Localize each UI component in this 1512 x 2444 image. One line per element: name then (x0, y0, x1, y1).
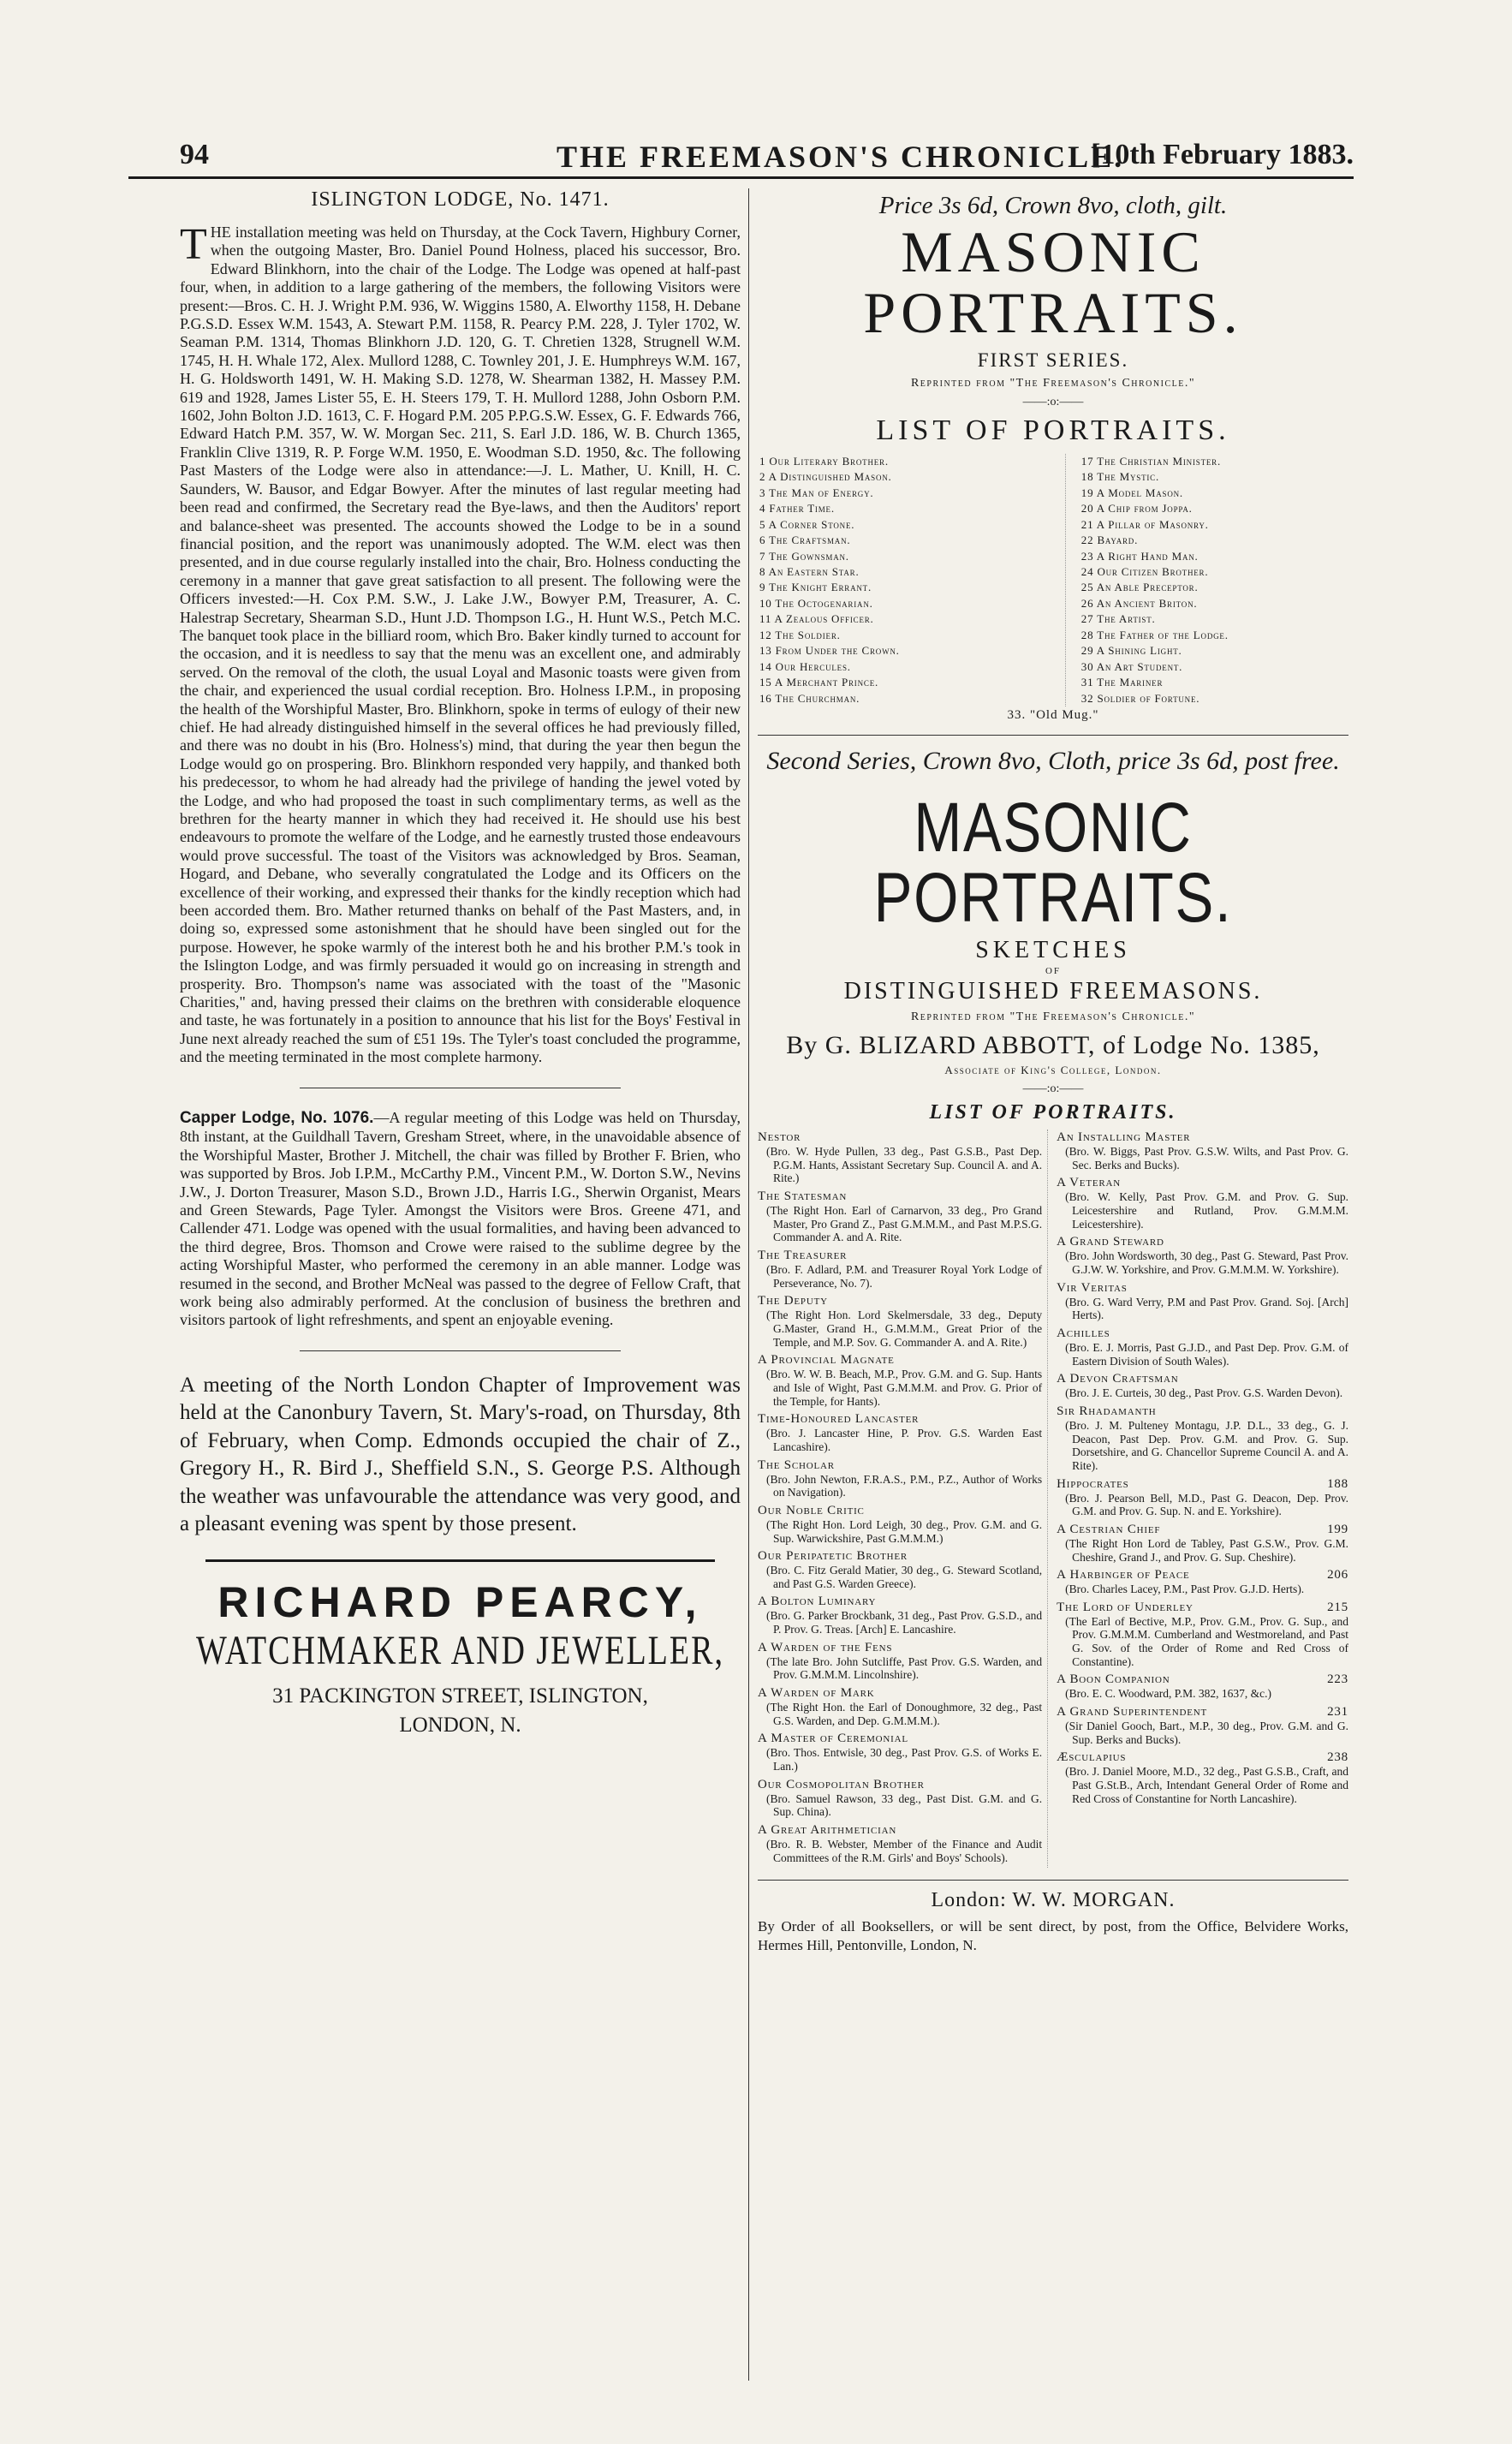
portrait-name: A Warden of the Fens (758, 1640, 893, 1654)
advert-rule (205, 1559, 715, 1562)
list-item (758, 1189, 1042, 1244)
portrait-description: (Bro. J. E. Curteis, 30 deg., Past Prov. G.S. Warden Devon). (1065, 1386, 1343, 1400)
portrait-name: The Deputy (758, 1294, 828, 1308)
masthead (128, 128, 1354, 179)
portrait-title (758, 1130, 1042, 1145)
portrait-title (1057, 1280, 1348, 1296)
portrait-name: A Boon Companion (1057, 1672, 1170, 1687)
book-title-first: MASONIC PORTRAITS. (863, 219, 1243, 346)
paper-title: THE FREEMASON'S CHRONICLE. (557, 140, 1125, 174)
list-title-first: LIST OF PORTRAITS. (876, 414, 1230, 446)
list-item: 18 The Mystic. (1080, 470, 1160, 484)
list-item: 27 The Artist. (1080, 612, 1156, 626)
portrait-list-first-left (758, 454, 1065, 706)
list-item: 10 The Octogenarian. (759, 596, 873, 610)
portrait-page-number: 188 (1327, 1476, 1348, 1491)
portrait-page-number: 215 (1327, 1600, 1348, 1614)
portrait-name: Æsculapius (1057, 1750, 1127, 1765)
portrait-description: (Bro. J. Daniel Moore, M.D., 32 deg., Past G.S.B., Craft, and Past G.St.B., Arch, Intendant General Order of Rome and Red Cross of Constantine for North Lancashire). (1065, 1765, 1348, 1805)
list-item: 20 A Chip from Joppa. (1080, 502, 1193, 516)
portrait-title (758, 1594, 1042, 1609)
list-item (758, 1548, 1042, 1590)
list-item: 32 Soldier of Fortune. (1080, 691, 1200, 705)
list-item (1057, 1371, 1348, 1400)
portrait-name: A Harbinger of Peace (1057, 1568, 1190, 1583)
portrait-description: (Bro. C. Fitz Gerald Matier, 30 deg., G. Steward Scotland, and Past G.S. Warden Greece). (766, 1564, 1043, 1590)
portrait-name: Our Peripatetic Brother (758, 1549, 908, 1564)
portrait-page-number: 231 (1327, 1705, 1348, 1720)
portrait-title (758, 1640, 1042, 1655)
portrait-description: (Bro. J. Lancaster Hine, P. Prov. G.S. Warden East Lancashire). (766, 1427, 1043, 1453)
sketches-label: SKETCHES (975, 937, 1131, 964)
list-item (1057, 1175, 1348, 1231)
list-item: 26 An Ancient Briton. (1080, 596, 1198, 610)
portrait-description: (Bro. Charles Lacey, P.M., Past Prov. G.J.D. Herts). (1065, 1583, 1305, 1596)
list-item (1057, 1280, 1348, 1322)
portrait-title (758, 1777, 1042, 1792)
portrait-list-second (758, 1130, 1348, 1868)
list-item (1057, 1750, 1348, 1805)
portrait-title (1057, 1600, 1348, 1615)
list-title-second: LIST OF PORTRAITS. (929, 1101, 1177, 1124)
portrait-description: (Bro. F. Adlard, P.M. and Treasurer Royal York Lodge of Perseverance, No. 7). (766, 1262, 1043, 1290)
list-item: 30 An Art Student. (1080, 659, 1183, 673)
portrait-title (758, 1457, 1042, 1473)
list-item: 23 A Right Hand Man. (1080, 549, 1199, 563)
portrait-title (758, 1503, 1042, 1518)
list-item (758, 1248, 1042, 1290)
portrait-name: The Statesman (758, 1189, 848, 1203)
section-rule (300, 1350, 621, 1351)
portrait-name: A Master of Ceremonial (758, 1732, 908, 1746)
portrait-name: Our Cosmopolitan Brother (758, 1777, 925, 1791)
portrait-title (1057, 1130, 1348, 1145)
portrait-page-number: 199 (1327, 1522, 1348, 1536)
portrait-title (758, 1248, 1042, 1263)
left-column (180, 188, 741, 1739)
capper-lead: Capper Lodge, No. 1076. (180, 1108, 374, 1127)
portrait-title (758, 1822, 1042, 1838)
portrait-description: (Bro. John Wordsworth, 30 deg., Past G. Steward, Past Prov. G.J.W. W. Yorkshire, and Prov. G.M.M.M. W. Yorkshire). (1065, 1249, 1348, 1276)
portrait-name: The Scholar (758, 1457, 835, 1472)
list-item (758, 1640, 1042, 1682)
list-item: 5 A Corner Stone. (759, 517, 855, 531)
list-item: 9 The Knight Errant. (759, 581, 872, 594)
portrait-name: Time-Honoured Lancaster (758, 1412, 920, 1427)
publisher-line: London: W. W. MORGAN. (931, 1889, 1176, 1912)
list-item (1057, 1404, 1348, 1473)
portrait-name: A Great Arithmetician (758, 1823, 897, 1838)
second-series-line: Second Series, Crown 8vo, Cloth, price 3s 6d, post free. (766, 747, 1340, 776)
islington-heading: ISLINGTON LODGE, No. 1471. (311, 188, 610, 211)
portrait-title (1057, 1522, 1348, 1537)
portrait-name: A Veteran (1057, 1176, 1121, 1190)
list-item: 19 A Model Mason. (1080, 486, 1183, 499)
list-item (758, 1777, 1042, 1819)
portrait-description: (Bro. J. M. Pulteney Montagu, J.P. D.L., 33 deg., G. J. Deacon, Past Dep. Prov. G.M. and Prov. G. Sup. Dorsetshire, and G. Chancellor Supreme Council A. and A. Rite). (1065, 1418, 1348, 1472)
portrait-name: Hippocrates (1057, 1476, 1129, 1491)
list-item (1057, 1130, 1348, 1171)
of-label: OF (1045, 966, 1062, 977)
list-item (1057, 1600, 1348, 1669)
portrait-description: (The Right Hon. Lord Skelmersdale, 33 deg., Deputy G.Master, Grand H., G.M.M.M., Great Prior of the Temple, and M.P. Sov. G. Commander A. and A. Rite.) (766, 1308, 1043, 1349)
portrait-description: (The Earl of Bective, M.P., Prov. G.M., Prov. G. Sup., and Prov. G.M.M.M. Cumberland and Westmoreland, and Past G. Sov. of the Order of Rome and Red Cross of Constantine). (1065, 1614, 1348, 1668)
portrait-title (1057, 1404, 1348, 1419)
portrait-title (1057, 1175, 1348, 1190)
list-item (758, 1457, 1042, 1499)
first-series-label: FIRST SERIES. (977, 349, 1129, 371)
list-item: 3 The Man of Energy. (759, 486, 874, 499)
ornament: ——:o:—— (1022, 1082, 1084, 1096)
portrait-title (758, 1685, 1042, 1701)
page-number: 94 (180, 139, 209, 170)
portrait-description: (Bro. W. Hyde Pullen, 33 deg., Past G.S.B., Past Dep. P.G.M. Hants, Assistant Secretary Sup. Council A. and A. Rite.) (766, 1145, 1043, 1185)
portrait-name: An Installing Master (1057, 1130, 1191, 1145)
portrait-description: (Bro. W. Biggs, Past Prov. G.S.W. Wilts, and Past Prov. G. Sec. Berks and Bucks). (1065, 1145, 1348, 1171)
portrait-name: A Cestrian Chief (1057, 1522, 1161, 1536)
list-item (758, 1411, 1042, 1453)
portrait-description: (The Right Hon. Lord Leigh, 30 deg., Prov. G.M. and G. Sup. Warwickshire, Past G.M.M.M.) (766, 1517, 1043, 1545)
list-item: 12 The Soldier. (759, 628, 841, 641)
list-item (758, 1731, 1042, 1773)
advert-address (180, 1682, 741, 1740)
capper-report (180, 1109, 741, 1330)
portrait-name: Sir Rhadamanth (1057, 1404, 1157, 1418)
portrait-description: (Bro. W. Kelly, Past Prov. G.M. and Prov. G. Sup. Leicestershire and Rutland, Prov. G.M.M.M. Leicestershire). (1065, 1190, 1348, 1231)
portrait-title (758, 1411, 1042, 1427)
list-item: 25 An Able Preceptor. (1080, 581, 1199, 594)
portrait-title (1057, 1371, 1348, 1386)
reprinted-note-first: Reprinted from "The Freemason's Chronicle." (910, 376, 1196, 390)
portrait-name: Our Noble Critic (758, 1503, 865, 1517)
author-affiliation: Associate of King's College, London. (944, 1064, 1162, 1077)
list-item: 15 A Merchant Prince. (759, 676, 879, 689)
author-line: By G. BLIZARD ABBOTT, of Lodge No. 1385, (786, 1031, 1320, 1060)
portrait-description: (Bro. W. W. B. Beach, M.P., Prov. G.M. and G. Sup. Hants and Isle of Wight, Past G.M.M.M. and Prov. G. Prior of the Temple, for Hants). (766, 1368, 1043, 1408)
list-item: 29 A Shining Light. (1080, 644, 1182, 658)
portrait-description: (Bro. J. Pearson Bell, M.D., Past G. Deacon, Dep. Prov. G.M. and Prov. G. Sup. N. and E. Yorkshire). (1065, 1491, 1348, 1518)
portrait-name: The Lord of Underley (1057, 1600, 1194, 1614)
list-item: 13 From Under the Crown. (759, 644, 900, 658)
portrait-name: The Treasurer (758, 1248, 848, 1262)
chapter-report: A meeting of the North London Chapter of Improvement was held at the Canonbury Tavern, St. Mary's-road, on Thursday, 8th of February, when Comp. Edmonds occupied the chair of Z., Gregory H., R. Bird J., Sheffield S.N., S. George P.S. Although the weather was unfavourable the attendance was very good, and a pleasant evening was spent by those present. (180, 1373, 741, 1536)
portrait-description: (Bro. Thos. Entwisle, 30 deg., Past Prov. G.S. of Works E. Lan.) (766, 1746, 1043, 1773)
advert-name: RICHARD PEARCY, (217, 1577, 703, 1626)
list-item (758, 1503, 1042, 1545)
portrait-title (1057, 1704, 1348, 1720)
portrait-description: (Bro. G. Parker Brockbank, 31 deg., Past Prov. G.S.D., and P. Prov. G. Treas. [Arch] E. Lancashire. (766, 1609, 1043, 1636)
portrait-description: (The Right Hon. Earl of Carnarvon, 33 deg., Pro Grand Master, Pro Grand Z., Past G.M.M.M., and Past M.P.S.G. Commander A. and A. Rite. (766, 1204, 1043, 1244)
list-item (1057, 1476, 1348, 1518)
list-item (1057, 1522, 1348, 1564)
portrait-list-first-right (1065, 454, 1348, 706)
portrait-list-second-right (1047, 1130, 1348, 1868)
portrait-name: Vir Veritas (1057, 1280, 1128, 1295)
portrait-title (1057, 1476, 1348, 1492)
list-item: 2 A Distinguished Mason. (759, 470, 892, 484)
portrait-description: (Bro. Samuel Rawson, 33 deg., Past Dist. G.M. and G. Sup. China). (766, 1791, 1043, 1819)
list-item (1057, 1326, 1348, 1368)
portrait-page-number: 238 (1327, 1750, 1348, 1765)
portrait-description: (Sir Daniel Gooch, Bart., M.P., 30 deg., Prov. G.M. and G. Sup. Berks and Bucks). (1065, 1720, 1348, 1746)
islington-text: HE installation meeting was held on Thursday, at the Cock Tavern, Highbury Corner, when the outgoing Master, Bro. Daniel Pound Holness, placed his successor, Bro. Edward Blinkhorn, into the chair of the Lodge. The Lodge was opened at half-past four, when, in addition to a large gathering of the members, the following Visitors were present:—Bros. C. H. J. Wright P.M. 936, W. Wiggins 1580, A. Elworthy 1158, H. Debane P.G.S.D. Essex W.M. 1543, A. Stewart P.M. 1158, R. Pearcy P.M. 228, J. Tyler 1702, W. Seaman P.M. 1314, Thomas Blinkhorn J.D. 120, G. T. Chretien 1328, Strugnell W.M. 1745, H. H. Whale 172, Alex. Mullord 1288, C. Townley 201, J. E. Humphreys W.M. 167, H. G. Holdsworth 1491, W. H. Making S.D. 1278, W. Shearman 1382, H. Massey P.M. 619 and 1928, James Lister 55, E. H. Steers 179, T. H. Mullord 1288, John Osborn P.M. 1602, John Bolton J.D. 1613, C. F. Hogard P.M. 205 P.P.G.S.W. Essex, G. F. Edwards 766, Edward Hatch P.M. 357, W. W. Morgan Sec. 211, S. Earl J.D. 186, W. B. Church 1365, Franklin Clive 1319, R. P. Forge W.M. 1950, E. Woodman S.D. 1950, &c. The following Past Masters of the Lodge were also in attendance:—J. L. Mather, U. Knill, H. C. Saunders, W. Bausor, and Edgar Bowyer. After the minutes of last regular meeting had been read and confirmed, the Secretary read the Bye-laws, and then the Auditors' report and balance-sheet was presented. The accounts showed the Lodge to be in a sound financial position, and the report was unanimously adopted. The W.M. elect was then presented, and in due course regularly installed into the chair, Bro. Holness conducting the ceremony in a manner that gave great satisfaction to all present. The following were the Officers invested:—H. Cox P.M. S.W., J. Lake J.W., Bowyer P.M, Treasurer, A. C. Halestrap Secretary, Shearman S.D., Hunt J.D. Thompson I.G., H. Hunt W.S., Petch M.C. The banquet took place in the billiard room, which Bro. Baker kindly turned to account for the occasion, and it is needless to say that the menu was an excellent one, and admirably served. On the removal of the cloth, the usual Loyal and Masonic toasts were given from the chair, and experienced the usual cordial reception. Bro. Holness I.P.M., in proposing the health of the Worshipful Master, Bro. Blinkhorn, spoke in terms of eulogy of their new chief. He had already distinguished himself in the several offices he had previously filled, and there was no doubt in his (Bro. Holness's) mind, that during the year then begun the Lodge would go on prospering. Bro. Blinkhorn responded very happily, and thanked both his predecessor, to whom he had already had the privilege of handing the jewel voted by the Lodge, and who had proposed the toast in such complimentary terms, as well as the brethren for the hearty manner in which they had received it. He should use his best endeavours to promote the welfare of the Lodge, and he earnestly trusted those endeavours would prove successful. The toast of the Visitors was acknowledged by Bros. Seaman, Hogard, and Debane, who severally congratulated the Lodge and its Officers on the excellence of their working, and expressed their thanks for the kindly reception which had been accorded them. Bro. Mather returned thanks on behalf of the Past Masters, and, in doing so, expressed some astonishment that he should have been singled out for the purpose. However, he spoke warmly of the interest both he and his brother P.M.'s took in the Islington Lodge, and was firmly persuaded it would go on increasing in strength and prosperity. Bro. Thompson's name was associated with the toast of the "Masonic Charities," and, having pressed their claims on the brethren with considerable eloquence and taste, he was fortunately in a position to announce that his list for the Boys' Festival in June next already reached the sum of £51 19s. The Tyler's toast concluded the programme, and the meeting terminated in the most complete harmony. (180, 224, 741, 1066)
portrait-description: (Bro. John Newton, F.R.A.S., P.M., P.Z., Author of Works on Navigation). (766, 1472, 1043, 1499)
list-item: 16 The Churchman. (759, 691, 860, 705)
list-item (1057, 1234, 1348, 1276)
portrait-title (758, 1352, 1042, 1368)
section-rule (758, 735, 1348, 736)
list-item: 31 The Mariner (1080, 676, 1164, 689)
portrait-list-last-item: 33. "Old Mug." (1007, 708, 1099, 723)
list-item (1057, 1567, 1348, 1596)
portrait-name: A Grand Steward (1057, 1235, 1164, 1249)
portrait-title (1057, 1750, 1348, 1765)
portrait-list-second-left (758, 1130, 1047, 1868)
islington-report (180, 220, 741, 1067)
book-title-second: MASONIC PORTRAITS. (873, 789, 1233, 938)
advert-address-line-2: LONDON, N. (399, 1713, 521, 1737)
section-rule (758, 1880, 1348, 1881)
list-item (758, 1822, 1042, 1864)
list-item (758, 1293, 1042, 1349)
portrait-page-number: 206 (1327, 1568, 1348, 1583)
portrait-title (1057, 1234, 1348, 1249)
reprinted-note-second: Reprinted from "The Freemason's Chronicle." (910, 1010, 1196, 1024)
portrait-page-number: 223 (1327, 1672, 1348, 1687)
issue-date: [10th February 1883. (1091, 139, 1354, 170)
portrait-title (758, 1189, 1042, 1204)
portrait-name: A Bolton Luminary (758, 1595, 877, 1609)
list-item (1057, 1704, 1348, 1746)
list-item: 24 Our Citizen Brother. (1080, 564, 1209, 578)
list-item: 21 A Pillar of Masonry. (1080, 517, 1209, 531)
portrait-description: (The late Bro. John Sutcliffe, Past Prov. G.S. Warden, and Prov. G.M.M.M. Lincolnshire). (766, 1654, 1043, 1682)
portrait-description: (Bro. E. C. Woodward, P.M. 382, 1637, &c.) (1065, 1687, 1271, 1701)
portrait-name: Nestor (758, 1130, 801, 1145)
right-column (758, 188, 1348, 1954)
portrait-title (758, 1293, 1042, 1308)
portrait-description: (The Right Hon. the Earl of Donoughmore, 32 deg., Past G.S. Warden, and Dep. G.M.M.M.). (766, 1701, 1043, 1727)
ornament: ——:o:—— (1022, 395, 1084, 408)
portrait-description: (Bro. E. J. Morris, Past G.J.D., and Past Dep. Prov. G.M. of Eastern Division of South Wales). (1065, 1340, 1348, 1368)
list-item: 11 A Zealous Officer. (759, 612, 874, 626)
drop-cap: T (180, 220, 207, 269)
list-item (758, 1685, 1042, 1727)
portrait-name: A Devon Craftsman (1057, 1372, 1179, 1386)
portrait-title (1057, 1326, 1348, 1341)
advert-address-line-1: 31 PACKINGTON STREET, ISLINGTON, (272, 1684, 648, 1708)
list-item: 1 Our Literary Brother. (759, 454, 889, 468)
portrait-list-first (758, 454, 1348, 706)
list-item: 22 Bayard. (1080, 534, 1139, 547)
portrait-description: (Bro. R. B. Webster, Member of the Finance and Audit Committees of the R.M. Girls' and Boys' Schools). (766, 1838, 1043, 1864)
capper-text: —A regular meeting of this Lodge was held on Thursday, 8th instant, at the Guildhall Tavern, Gresham Street, where, in the unavoidable absence of the Worshipful Master, Brother J. Mitchell, the chair was filled by Brother F. Brien, who was supported by Bros. Job I.P.M., McCarthy P.M., Vincent P.M., W. Dorton S.W., Nevins J.W., J. Dorton Treasurer, Mason S.D., Brown J.D., Harris I.G., Sherwin Organist, Mears and Green Stewards, Page Tyler. Amongst the Visitors were Bros. Greene 471, and Callender 471. Lodge was opened with the usual formalities, and having been advanced to the third degree, Bros. Thomson and Crowe were raised to the sublime degree by the acting Worshipful Master, who performed the ceremony in an able manner. Lodge was resumed in the second, and Brother McNeal was passed to the degree of Fellow Craft, that work being also admirably performed. At the conclusion of business the brethren and visitors partook of light refreshments, and spent an enjoyable evening. (180, 1108, 741, 1329)
advert-trade: WATCHMAKER AND JEWELLER, (196, 1628, 724, 1674)
price-line: Price 3s 6d, Crown 8vo, cloth, gilt. (878, 192, 1228, 219)
list-item (758, 1130, 1042, 1185)
portrait-title (1057, 1567, 1348, 1583)
list-item: 17 The Christian Minister. (1080, 454, 1222, 468)
order-note: By Order of all Booksellers, or will be sent direct, by post, from the Office, Belvidere Works, Hermes Hill, Pentonville, London, N. (758, 1918, 1348, 1953)
portrait-name: Achilles (1057, 1326, 1110, 1340)
distinguished-label: DISTINGUISHED FREEMASONS. (843, 978, 1263, 1005)
portrait-title (758, 1548, 1042, 1564)
portrait-title (1057, 1672, 1348, 1687)
list-item (758, 1352, 1042, 1408)
portrait-description: (Bro. G. Ward Verry, P.M and Past Prov. Grand. Soj. [Arch] Herts). (1065, 1295, 1348, 1322)
list-item: 7 The Gownsman. (759, 549, 849, 563)
list-item: 8 An Eastern Star. (759, 564, 860, 578)
list-item: 4 Father Time. (759, 502, 835, 516)
portrait-name: A Warden of Mark (758, 1686, 875, 1701)
list-item: 6 The Craftsman. (759, 534, 851, 547)
portrait-name: A Grand Superintendent (1057, 1705, 1207, 1720)
list-item: 28 The Father of the Lodge. (1080, 628, 1229, 641)
list-item (758, 1594, 1042, 1636)
column-divider (748, 188, 749, 2381)
list-item: 14 Our Hercules. (759, 659, 851, 673)
list-item (1057, 1672, 1348, 1701)
portrait-name: A Provincial Magnate (758, 1353, 895, 1368)
portrait-title (758, 1731, 1042, 1746)
portrait-description: (The Right Hon Lord de Tabley, Past G.S.W., Prov. G.M. Cheshire, Grand J., and Prov. G. Sup. Cheshire). (1065, 1536, 1348, 1564)
